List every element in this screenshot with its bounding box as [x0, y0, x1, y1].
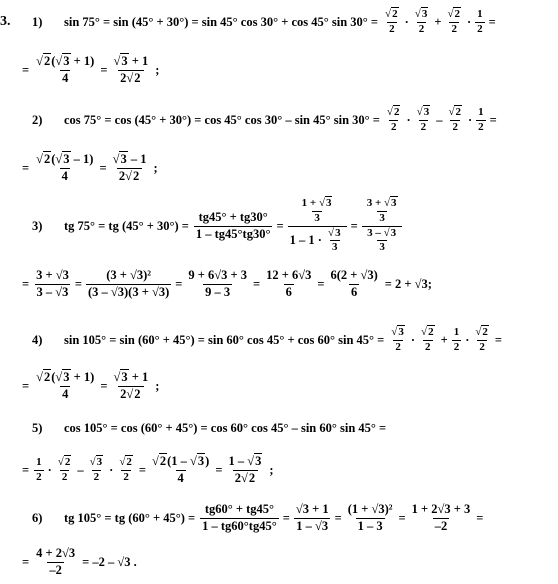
problem-number: 3. — [0, 14, 11, 29]
item-4-text: sin 105° = sin (60° + 45°) = sin 60° cos 45° + cos 60° sin 45° = — [64, 332, 385, 347]
frac: √ 3 2 — [88, 457, 106, 483]
frac: $\frac{\text{(3 + √3)²}}{(3 - √3)(3 + √3)}$ — [87, 268, 170, 299]
frac: $\frac{12 + 6√3}{6}$ — [266, 268, 312, 299]
frac: $\frac{1}{2}$ — [478, 105, 484, 133]
frac: √ $\frac{3 + 1}{2√ 2}$ — [111, 55, 150, 84]
frac: √ $\frac{2}{2}$ — [117, 457, 135, 483]
item-1-line-2: = √ $\frac{2(√ 3 + 1)}{4}$ = √ $\frac{3 + 1}{2√ 2}$ ; — [22, 50, 159, 90]
item-5-line-2: = 1 2 · √ 2 2 – √ 3 2 · √ $\frac{2}{2}$ = √ $\frac{2(1 - √ 3)}{4}$ = $\frac{1 - √ 3}{2√ 2}$ ; — [22, 450, 274, 490]
item-4-line-1: 4) sin 105° = sin (60° + 45°) = sin 60° cos 45° + cos 60° sin 45° = √ 3 2 · √ 2 2 + $\frac{1}{2}$ · √ $\frac{2}{2}$ = — [0, 320, 505, 360]
frac: √ $\frac{2(√ 3 - 1)}{4}$ — [34, 153, 95, 182]
item-2-line-2: = √ $\frac{2(√ 3 - 1)}{4}$ = √ $\frac{3 - 1}{2√ 2}$ ; — [22, 148, 158, 188]
frac: 1 2 — [36, 455, 42, 483]
frac: √ 2 2 — [385, 107, 403, 133]
item-5-line-1 — [0, 408, 386, 448]
item-4-label: 4) — [32, 332, 43, 347]
item-5-label: 5) — [32, 420, 43, 435]
item-1-line-1: 3. 1) sin 75° = sin (45° + 30°) = sin 45° cos 30° + cos 45° sin 30° = √ 2 2 · √ 3 2 + √ $\frac{2}{2}$ · $\frac{1}{2}$ = — [0, 2, 499, 42]
frac: √ 3 2 — [389, 327, 407, 353]
frac: √ 2 2 — [56, 457, 74, 483]
frac: $\frac{√3 + 1}{1 - √3}$ — [295, 502, 329, 533]
item-2-line-1: 2) cos 75° = cos (45° + 30°) = cos 45° cos 30° – sin 45° sin 30° = √ 2 2 · √ 3 2 – √ 2 2 · $\frac{1}{2}$ = — [0, 100, 500, 140]
frac: $\frac{1}{2}$ — [477, 7, 483, 35]
frac: 4 + 2√3 –2 — [36, 546, 76, 577]
item-2-label: 2) — [32, 112, 43, 127]
frac: √ $\frac{2}{2}$ — [445, 9, 463, 35]
item-6-line-1: 6) tg 105° = tg (60° + 45°) = $\frac{tg60^\circ + tg45^\circ}{1 - tg60^\circ tg45^\circ}$ = $\frac{√3 + 1}{1 - √3}$ = $\frac{\text{(1 + √3)²}}{1 - 3}$ = $\frac{1 + 2√3 + 3}{-2}$ = — [32, 502, 484, 533]
item-1-text: sin 75° = sin (45° + 30°) = sin 45° cos 30° + cos 45° sin 30° = — [64, 14, 379, 29]
frac: √ 2 2 — [419, 327, 437, 353]
item-6-text: tg 105° = tg (60° + 45°) = — [64, 510, 196, 525]
frac: $\frac{\text{(1 + √3)²}}{1 - 3}$ — [347, 502, 393, 533]
frac: √ $\frac{2(√ 3 + 1)}{4}$ — [34, 371, 96, 400]
item-5-text: cos 105° = cos (60° + 45°) = cos 60° cos 45° – sin 60° sin 45° = — [64, 420, 387, 435]
frac: $\frac{1 + 2√3 + 3}{-2}$ — [411, 502, 471, 533]
frac: $\frac{tg45^\circ + tg30^\circ}{1 - tg45^\circ tg30^\circ}$ — [195, 210, 271, 241]
item-2-text: cos 75° = cos (45° + 30°) = cos 45° cos 30° – sin 45° sin 30° = — [64, 112, 380, 127]
frac: √ 2 2 — [446, 107, 464, 133]
item-1-label: 1) — [32, 14, 43, 29]
frac: $\frac{\frac{3 + √ 3}{3}}{\frac{3 - √ 3}{3}}$ — [362, 198, 403, 253]
frac: √ $\frac{2(√ 3 + 1)}{4}$ — [34, 55, 96, 84]
frac: √ $\frac{2}{2}$ — [473, 327, 491, 353]
item-3-label: 3) — [32, 218, 43, 233]
frac: $\frac{3 + √3}{3 - √3}$ — [36, 268, 69, 299]
frac: √ $\frac{2(1 - √ 3)}{4}$ — [150, 455, 211, 484]
item-6-line-2: = 4 + 2√3 –2 = –2 – √3 . — [22, 546, 137, 577]
item-6-label: 6) — [32, 510, 43, 525]
frac: $\frac{9 + 6√3 + 3}{9 - 3}$ — [188, 268, 247, 299]
frac: $\frac{1 - √ 3}{2√ 2}$ — [226, 455, 264, 484]
frac: √ 3 2 — [415, 107, 433, 133]
frac: $\frac{1}{2}$ — [453, 325, 460, 353]
frac: √ 3 2 — [413, 9, 431, 35]
frac: $\frac{6(2 + √3)}{6}$ — [330, 268, 378, 299]
item-3-line-2: = $\frac{3 + √3}{3 - √3}$ = $\frac{\text{(3 + √3)²}}{(3 - √3)(3 + √3)}$ = $\frac{9 + 6√3 + 3}{9 - 3}$ = $\frac{12 + 6√3}{6}$ = $\frac{6(2 + √3)}{6}$ = 2 + √3; — [22, 268, 432, 299]
frac: $\frac{1 + √ 3}{3}$ 1 – 1 · √ $\frac{3}{3}$ — [288, 198, 347, 253]
frac: $\frac{tg60^\circ + tg45^\circ}{1 - tg60^\circ tg45^\circ}$ — [202, 502, 277, 533]
frac: √ $\frac{3 - 1}{2√ 2}$ — [111, 153, 149, 182]
item-4-line-2: = √ $\frac{2(√ 3 + 1)}{4}$ = √ $\frac{3 + 1}{2√ 2}$ ; — [22, 366, 159, 406]
item-3-line-1: 3) tg 75° = tg (45° + 30°) = $\frac{tg45^\circ + tg30^\circ}{1 - tg45^\circ tg30^\circ}$ = $\frac{1 + √ 3}{3}$ 1 – 1 · √ $\frac{3}{3}$ = $\frac{\frac{3 + √ 3}{3}}{\frac{3 - √ 3}{3}}$ — [0, 198, 404, 254]
frac: √ 2 2 — [383, 9, 401, 35]
item-3-text: tg 75° = tg (45° + 30°) = — [64, 218, 189, 233]
frac: √ $\frac{3 + 1}{2√ 2}$ — [111, 371, 150, 400]
